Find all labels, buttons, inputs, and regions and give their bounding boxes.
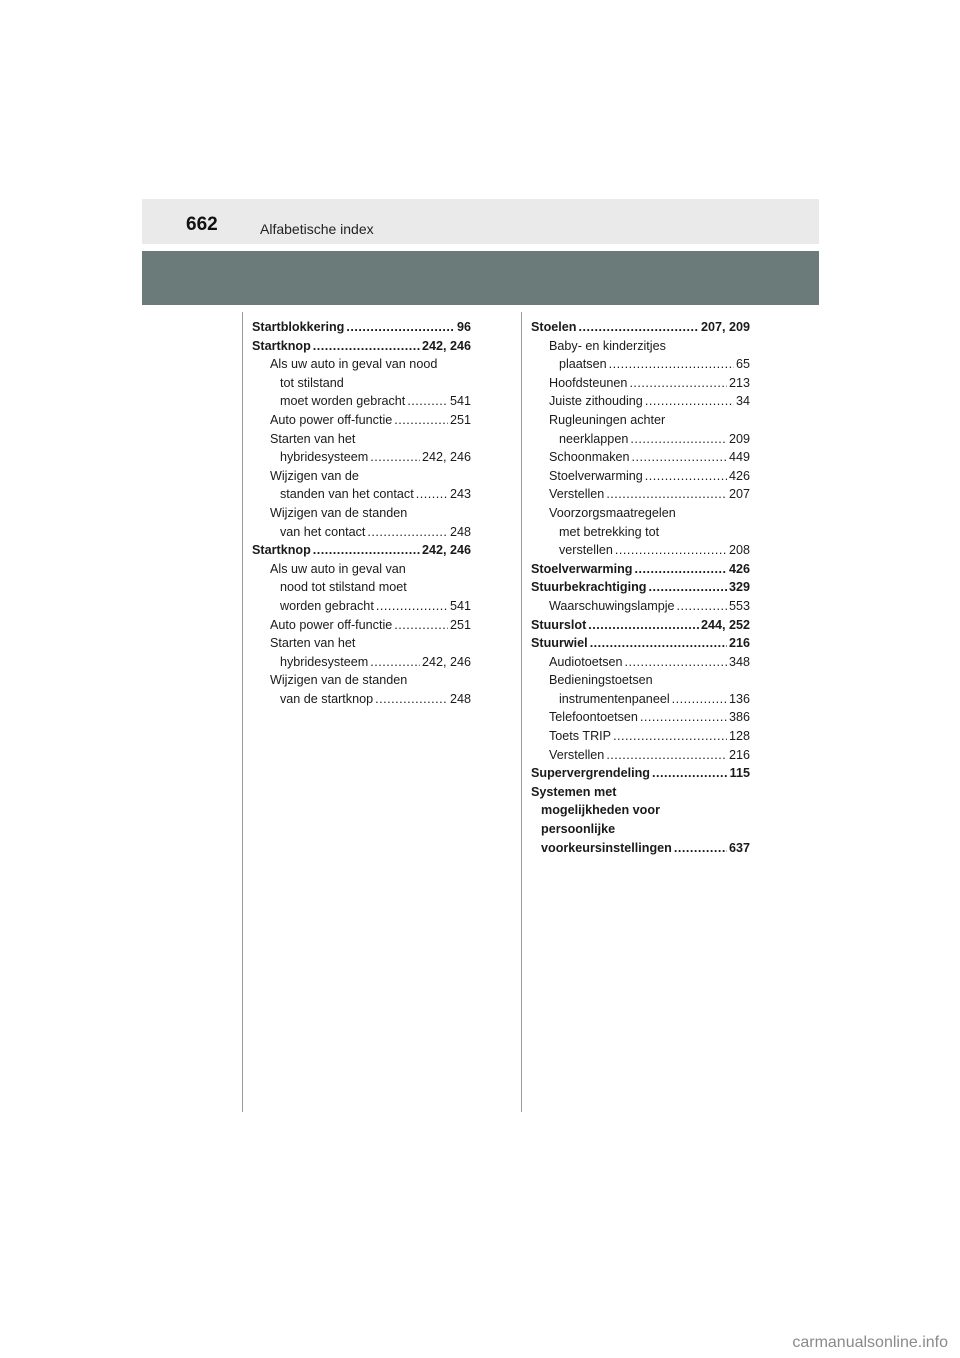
- index-entry: [252, 560, 471, 579]
- index-entry-page: 248: [449, 691, 471, 706]
- leader-dots: [625, 653, 727, 672]
- index-entry-label: Stoelverwarming: [549, 468, 643, 483]
- leader-dots: [630, 430, 727, 449]
- leader-dots: [672, 690, 727, 709]
- leader-dots: [606, 485, 727, 504]
- leader-dots: [640, 708, 727, 727]
- index-entry: [531, 523, 750, 542]
- leader-dots: [606, 746, 727, 765]
- index-entry: [531, 467, 750, 486]
- index-entry: [531, 411, 750, 430]
- index-entry-page: 449: [728, 450, 750, 465]
- index-entry: [531, 374, 750, 393]
- index-entry: [252, 541, 471, 560]
- leader-dots: [590, 634, 727, 653]
- index-entry: [531, 485, 750, 504]
- index-entry: [531, 504, 750, 523]
- index-entry-page: 553: [728, 598, 750, 613]
- index-entry: [252, 318, 471, 337]
- index-entry-label: Systemen met: [531, 784, 617, 799]
- leader-dots: [645, 467, 727, 486]
- index-entry: [531, 616, 750, 635]
- index-entry: [252, 616, 471, 635]
- leader-dots: [367, 523, 448, 542]
- index-column-left: [252, 318, 471, 708]
- index-entry-label: Wijzigen van de standen: [270, 505, 408, 520]
- column-divider-right: [521, 312, 522, 1112]
- index-entry-label: Starten van het: [270, 431, 356, 446]
- index-entry-label: instrumentenpaneel: [559, 691, 670, 706]
- leader-dots: [588, 616, 699, 635]
- leader-dots: [370, 448, 420, 467]
- index-entry-label: Startblokkering: [252, 320, 345, 334]
- index-entry: [252, 430, 471, 449]
- index-entry-page: 216: [728, 636, 750, 651]
- index-entry-label: Audiotoetsen: [549, 654, 623, 669]
- header-bar: [142, 199, 819, 244]
- index-entry: [531, 634, 750, 653]
- leader-dots: [346, 318, 455, 337]
- index-entry-label: hybridesysteem: [280, 654, 369, 669]
- index-entry: [531, 653, 750, 672]
- index-entry-label: Baby- en kinderzitjes: [549, 338, 666, 353]
- index-entry-label: Stuurwiel: [531, 636, 588, 651]
- index-entry: [531, 783, 750, 802]
- index-entry-label: Toets TRIP: [549, 729, 612, 744]
- leader-dots: [615, 541, 727, 560]
- index-entry: [252, 337, 471, 356]
- leader-dots: [579, 318, 699, 337]
- index-entry-label: Wijzigen van de standen: [270, 673, 408, 688]
- index-entry: [531, 448, 750, 467]
- leader-dots: [674, 839, 727, 858]
- index-entry: [252, 653, 471, 672]
- page-title: Alfabetische index: [260, 221, 374, 237]
- index-entry-label: Juiste zithouding: [549, 394, 643, 409]
- index-entry: [531, 708, 750, 727]
- index-entry-page: 128: [728, 729, 750, 744]
- index-entry-label: met betrekking tot: [559, 524, 660, 539]
- leader-dots: [634, 560, 727, 579]
- index-entry-label: Auto power off-functie: [270, 412, 393, 427]
- index-entry: [252, 523, 471, 542]
- index-entry-page: 242, 246: [421, 338, 471, 353]
- index-entry-page: 242, 246: [421, 543, 471, 558]
- index-entry-page: 426: [728, 561, 750, 576]
- index-entry-label: Als uw auto in geval van nood: [270, 357, 438, 372]
- leader-dots: [394, 616, 448, 635]
- index-entry-page: 96: [456, 320, 471, 334]
- index-entry: [531, 597, 750, 616]
- leader-dots: [407, 392, 448, 411]
- index-entry: [531, 746, 750, 765]
- index-entry: [531, 318, 750, 337]
- index-entry-label: persoonlijke: [541, 822, 616, 837]
- index-entry: [531, 820, 750, 839]
- index-entry: [531, 337, 750, 356]
- leader-dots: [629, 374, 727, 393]
- leader-dots: [645, 392, 734, 411]
- index-entry-label: Verstellen: [549, 747, 605, 762]
- index-entry-page: 34: [735, 394, 750, 409]
- index-entry-page: 136: [728, 691, 750, 706]
- leader-dots: [609, 355, 734, 374]
- index-entry-label: Startknop: [252, 543, 311, 558]
- leader-dots: [416, 485, 448, 504]
- index-entry-page: 251: [449, 412, 471, 427]
- index-entry-label: voorkeursinstellingen: [541, 840, 672, 855]
- index-entry-page: 348: [728, 654, 750, 669]
- index-entry-label: mogelijkheden voor: [541, 803, 660, 818]
- index-entry-label: Auto power off-functie: [270, 617, 393, 632]
- index-entry-label: Als uw auto in geval van: [270, 561, 406, 576]
- index-entry-page: 637: [728, 840, 750, 855]
- index-entry-page: 329: [728, 580, 750, 595]
- index-entry: [252, 374, 471, 393]
- index-entry-page: 426: [728, 468, 750, 483]
- index-entry: [252, 690, 471, 709]
- index-entry: [252, 597, 471, 616]
- index-entry: [531, 764, 750, 783]
- index-entry-label: moet worden gebracht: [280, 394, 406, 409]
- index-entry: [531, 430, 750, 449]
- index-entry-label: nood tot stilstand moet: [280, 580, 407, 595]
- index-entry: [531, 801, 750, 820]
- index-entry-page: 541: [449, 394, 471, 409]
- index-entry-page: 242, 246: [421, 450, 471, 465]
- index-entry-label: hybridesysteem: [280, 450, 369, 465]
- leader-dots: [313, 541, 420, 560]
- index-entry: [252, 467, 471, 486]
- leader-dots: [613, 727, 727, 746]
- index-entry-label: Schoonmaken: [549, 450, 630, 465]
- index-entry-page: 242, 246: [421, 654, 471, 669]
- index-entry: [252, 411, 471, 430]
- index-entry-label: tot stilstand: [280, 375, 344, 390]
- index-entry-label: Wijzigen van de: [270, 468, 359, 483]
- index-entry: [252, 671, 471, 690]
- index-entry-label: van het contact: [280, 524, 366, 539]
- index-entry-page: 207, 209: [700, 320, 750, 334]
- leader-dots: [376, 597, 448, 616]
- index-entry: [252, 504, 471, 523]
- index-entry-label: worden gebracht: [280, 598, 374, 613]
- index-entry-page: 541: [449, 598, 471, 613]
- index-entry: [531, 671, 750, 690]
- index-entry-label: Verstellen: [549, 487, 605, 502]
- index-entry-page: 207: [728, 487, 750, 502]
- section-band: [142, 251, 819, 305]
- index-entry-label: Stuurbekrachtiging: [531, 580, 647, 595]
- index-entry-label: Supervergrendeling: [531, 766, 650, 781]
- index-entry-label: Hoofdsteunen: [549, 375, 628, 390]
- leader-dots: [375, 690, 448, 709]
- index-entry: [531, 578, 750, 597]
- column-divider-left: [242, 312, 243, 1112]
- index-entry-page: 65: [735, 357, 750, 372]
- index-entry-label: neerklappen: [559, 431, 629, 446]
- index-entry-label: Startknop: [252, 338, 311, 353]
- index-entry: [252, 448, 471, 467]
- index-entry-label: plaatsen: [559, 357, 607, 372]
- index-entry: [531, 541, 750, 560]
- watermark: carmanualsonline.info: [792, 1334, 948, 1351]
- leader-dots: [370, 653, 420, 672]
- index-entry-label: Stoelverwarming: [531, 561, 633, 576]
- leader-dots: [632, 448, 727, 467]
- index-entry-label: Waarschuwingslampje: [549, 598, 675, 613]
- index-entry-label: Starten van het: [270, 636, 356, 651]
- index-entry-label: van de startknop: [280, 691, 374, 706]
- index-column-right: [531, 318, 750, 857]
- index-entry: [531, 355, 750, 374]
- index-entry: [252, 355, 471, 374]
- index-entry: [531, 839, 750, 858]
- index-entry: [531, 392, 750, 411]
- index-entry-page: 386: [728, 710, 750, 725]
- index-entry-page: 115: [729, 766, 750, 781]
- index-entry: [531, 560, 750, 579]
- index-entry-page: 208: [728, 543, 750, 558]
- index-entry-page: 213: [728, 375, 750, 390]
- index-entry-page: 243: [449, 487, 471, 502]
- index-entry-label: Stuurslot: [531, 617, 587, 632]
- index-entry-page: 251: [449, 617, 471, 632]
- index-entry-label: Rugleuningen achter: [549, 412, 666, 427]
- index-entry-label: Stoelen: [531, 320, 577, 334]
- index-entry-page: 216: [728, 747, 750, 762]
- index-entry: [252, 392, 471, 411]
- index-entry-page: 248: [449, 524, 471, 539]
- leader-dots: [394, 411, 448, 430]
- index-entry-label: Telefoontoetsen: [549, 710, 638, 725]
- index-entry-label: Voorzorgsmaatregelen: [549, 505, 676, 520]
- leader-dots: [313, 337, 420, 356]
- index-entry-label: verstellen: [559, 543, 613, 558]
- page-number: 662: [186, 214, 218, 235]
- leader-dots: [652, 764, 728, 783]
- index-entry: [531, 727, 750, 746]
- index-entry: [252, 485, 471, 504]
- leader-dots: [677, 597, 727, 616]
- index-entry-label: standen van het contact: [280, 487, 414, 502]
- leader-dots: [648, 578, 727, 597]
- index-entry: [252, 634, 471, 653]
- index-entry: [252, 578, 471, 597]
- index-entry-page: 209: [728, 431, 750, 446]
- index-entry: [531, 690, 750, 709]
- index-entry-label: Bedieningstoetsen: [549, 673, 653, 688]
- index-entry-page: 244, 252: [700, 617, 750, 632]
